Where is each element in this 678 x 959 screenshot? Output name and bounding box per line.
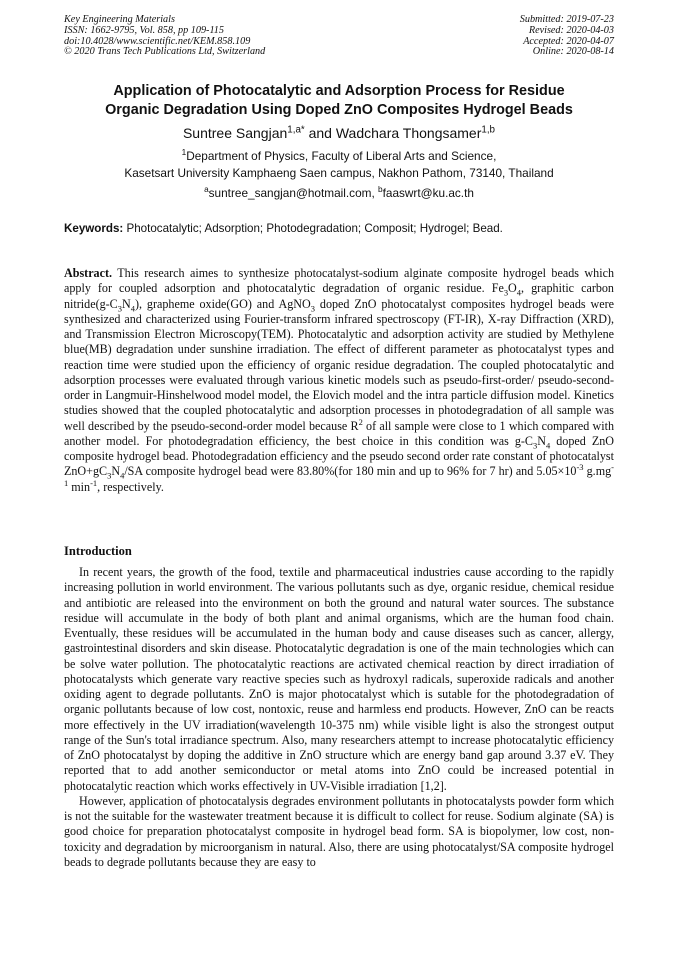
date-submitted: Submitted: 2019-07-23: [519, 14, 614, 25]
abstract-text: of all sample were close to 1 which compared with another model. For photodegradation efficiency, the best choice in this condition was g-C: [64, 418, 614, 448]
keywords-label: Keywords:: [64, 222, 124, 235]
abstract-sup: -1: [64, 462, 614, 488]
abstract-sub: 3: [310, 302, 315, 313]
abstract-text: /SA composite hydrogel bead were 83.80%(for 180 min and up to 96% for 7 hr) and 5.05×10: [124, 464, 577, 479]
abstract-text: N: [537, 433, 546, 448]
abstract-text: min: [68, 479, 91, 494]
affil-line-1: Department of Physics, Faculty of Liberal Arts and Science,: [186, 149, 497, 163]
submission-dates: [520, 15, 614, 58]
abstract-text: doped ZnO photocatalyst composites hydrogel beads were synthesized and characterized using Fourier-transform infrared spectroscopy (FT-IR), X-ray Diffraction (XRD), and Transmission Electron Microscopy(TEM). Photocatalytic and adsorption activity are studied by Methylene blue(MB) degradation under sunshine irradiation. The effect of different parameter as photocatalyst types and reaction time were studied upon the efficiency of organic residue degradation. The coupled photocatalytic and adsorption processes were evaluated through various kinetic models such as pseudo-first-order/ pseudo-second-order in Langmuir-Hinshelwood model model, the Elovich model and the intra particle diffusion model. Kinetics studies showed that the coupled photocatalytic and adsorption processes in photodegradation of all sample was well described by the pseudo-second-order model because R: [64, 296, 614, 433]
abstract-text: ), grapheme oxide(GO) and AgNO: [134, 296, 311, 311]
keywords-text: Photocatalytic; Adsorption; Photodegradation; Composit; Hydrogel; Bead.: [123, 222, 503, 235]
email-a: suntree_sangjan@hotmail.com,: [208, 186, 379, 200]
introduction-body: [64, 565, 614, 870]
affil-marker: 1: [181, 148, 187, 158]
abstract-sub: 4: [516, 287, 522, 298]
journal-info: [64, 15, 265, 58]
author-list: [40, 124, 638, 142]
abstract-text: , respectively.: [97, 479, 164, 494]
abstract-text: , graphitic carbon nitride(g-C: [64, 281, 614, 311]
abstract-text: doped ZnO composite hydrogel bead. Photodegradation efficiency and the pseudo second order rate constant of photocatalyst ZnO+gC: [64, 433, 614, 479]
abstract-text: N: [121, 296, 131, 311]
affil-line-2: Kasetsart University Kamphaeng Saen campus, Nakhon Pathom, 73140, Thailand: [124, 165, 554, 180]
intro-paragraph-2: However, application of photocatalysis degrades environment pollutants in photocatalysts powder form which is not the suitable for the wastewater treatment because it is difficult to collect for reuse. Sodium alginate (SA) is good choice for preparation photocatalyst composite in hydrogel bead form. SA is biopolymer, low cost, non-toxicity and degradation by microorganism in natural. Also, there are using photocatalyst/SA composite hydrogel beads to degrade pollutants because they are easy to: [64, 793, 614, 869]
abstract-sup: -3: [576, 462, 584, 473]
title-line-1: Application of Photocatalytic and Adsorption Process for Residue: [113, 83, 565, 99]
abstract-sub: 3: [107, 470, 112, 481]
journal-doi: doi:10.4028/www.scientific.net/KEM.858.109: [64, 35, 251, 47]
keywords: [64, 222, 614, 236]
date-accepted: Accepted: 2020-04-07: [523, 35, 614, 47]
author-1: Suntree Sangjan: [182, 125, 288, 141]
abstract-label: Abstract.: [64, 266, 113, 280]
journal-copyright: © 2020 Trans Tech Publications Ltd, Switzerland: [64, 46, 266, 58]
date-online: Online: 2020-08-14: [532, 46, 614, 58]
abstract-text: This research aimes to synthesize photocatalyst-sodium alginate composite hydrogel beads which apply for coupled adsorption and photocatalytic degradation of organic residue. Fe: [64, 266, 614, 296]
author-conjunction: and: [304, 125, 336, 141]
journal-issn: ISSN: 1662-9795, Vol. 858, pp 109-115: [64, 24, 224, 36]
email-b-marker: b: [378, 185, 383, 195]
paper-title: [40, 82, 638, 119]
journal-name: Key Engineering Materials: [64, 14, 175, 25]
author-1-affil: 1,a*: [287, 124, 305, 136]
abstract-sub: 4: [130, 302, 135, 313]
intro-paragraph-1: In recent years, the growth of the food, textile and pharmaceutical industries cause according to the rapidly increasing pollution in world environment. The various pollutants such as dye, organic residue, chemical residue and antibiotic are released into the environment on both the ground and natural water sources. The substance residue will accumulate in the body of both plant and animal organisms, which are the human food chain. Eventually, these residues will be accumulated in the human body and cause diseases such as cancer, allergy, gastrointestinal disorders and skin disease. Photocatalytic degradation is one of the main technologies which can be solve water pollution. The photocatalytic reactions are activated chemical reaction by direct irradiation of photocatalysts which generate vary reactive species such as hydroxyl radicals, superoxide radicals and another oxiding agent to degrade pollutants. ZnO is major photocatalyst which is sutable for the photodegradation of organic pollutants because of low cost, nontoxic, reuse and harmless end products. However, ZnO can be reacts more effectively in the UV irradiation(wavelength 10-375 nm) while visible light is also the strongest output range of the Sun's total irradiance spectrum. Also, many researchers attempt to increase photocatalytic efficiency of ZnO photocatalyst by doping the additive in ZnO structure which are energy band gap around 3.37 eV. They reported that to add another semiconductor or metal atoms into ZnO could be increased potential in photocatalytic reaction which works effectively in UV-Visible irradiation [1,2].: [64, 565, 614, 793]
abstract-text: g.mg: [583, 464, 612, 479]
abstract: [64, 266, 614, 495]
author-2-affil: 1,b: [481, 124, 496, 136]
abstract-sub: 4: [545, 440, 551, 451]
abstract-sup: -1: [90, 477, 98, 488]
date-revised: Revised: 2020-04-03: [528, 24, 614, 36]
author-emails: [40, 186, 638, 200]
affiliation: [40, 148, 638, 181]
abstract-text: O: [508, 281, 517, 296]
abstract-sub: 3: [533, 440, 538, 451]
email-b: faaswrt@ku.ac.th: [382, 186, 474, 200]
abstract-sub: 3: [117, 302, 122, 313]
abstract-text: N: [111, 464, 121, 479]
abstract-sub: 3: [503, 287, 509, 298]
section-heading-introduction: Introduction: [64, 544, 132, 558]
abstract-sub: 4: [120, 470, 125, 481]
author-2: Wadchara Thongsamer: [335, 125, 482, 141]
title-line-2: Organic Degradation Using Doped ZnO Composites Hydrogel Beads: [105, 101, 573, 118]
email-a-marker: a: [204, 185, 209, 195]
abstract-sup: 2: [358, 416, 363, 427]
